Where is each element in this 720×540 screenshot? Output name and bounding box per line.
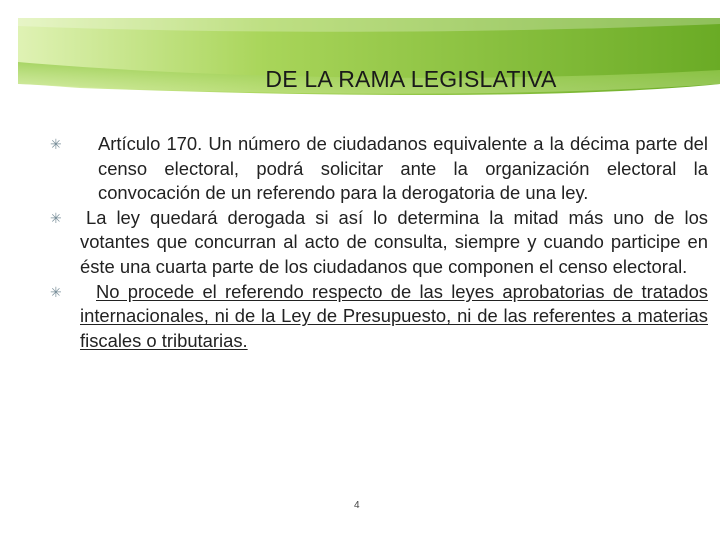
asterisk-bullet-icon: ✳ — [50, 209, 62, 226]
asterisk-bullet-icon: ✳ — [50, 136, 62, 152]
bullet-text: La ley quedará derogada si así lo determina la mitad más uno de los votantes que concurran al acto de consulta, siempre y cuando participe en éste una cuarta parte de los ciudadanos que componen el censo electoral. — [80, 206, 708, 277]
bullet-list — [50, 132, 708, 353]
bullet-item-no-procede — [50, 280, 708, 354]
asterisk-bullet-icon: ✳ — [50, 283, 62, 300]
bullet-item-ley-derogada — [50, 206, 708, 280]
slide-title: DE LA RAMA LEGISLATIVA — [265, 66, 557, 92]
page-number: 4 — [354, 500, 360, 511]
bullet-text-underlined: No procede el referendo respecto de las leyes aprobatorias de tratados internacionales, ni de la Ley de Presupuesto, ni de las referentes a materias fiscales o tributarias. — [80, 280, 708, 351]
bullet-item-article-170 — [50, 132, 708, 206]
bullet-text: Artículo 170. Un número de ciudadanos equivalente a la décima parte del censo electoral, podrá solicitar ante la organización electoral la convocación de un referendo para la derogatoria de una ley. — [98, 133, 708, 204]
